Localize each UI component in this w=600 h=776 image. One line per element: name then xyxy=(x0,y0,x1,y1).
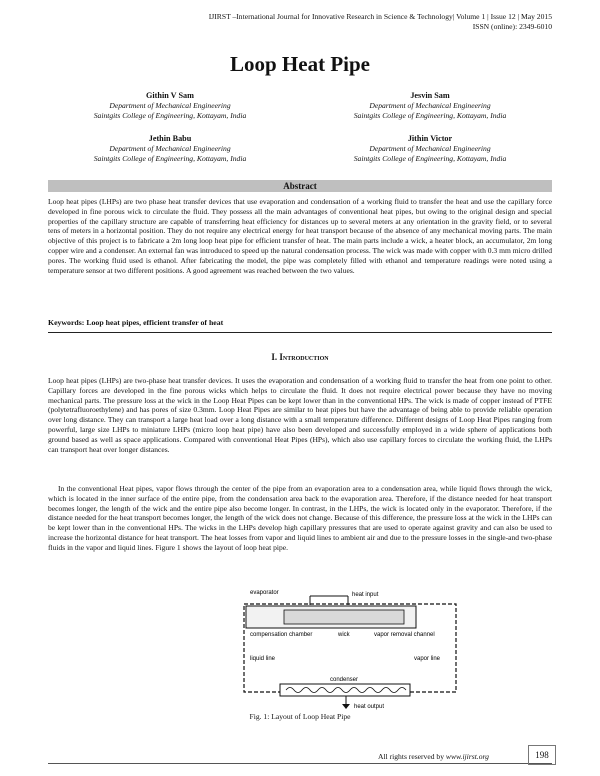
author-college: Saintgits College of Engineering, Kottayam, India xyxy=(353,111,507,121)
journal-header: IJIRST –International Journal for Innovative Research in Science & Technology| Volume 1 | Issue 12 | May 2015 xyxy=(208,12,552,21)
label-condenser: condenser xyxy=(330,677,359,683)
label-vapor-removal: vapor removal channel xyxy=(374,632,435,638)
author-name: Githin V Sam xyxy=(146,91,194,100)
author-block xyxy=(40,134,300,165)
abstract-text: Loop heat pipes (LHPs) are two phase heat transfer devices that use evaporation and condensation of a working fluid to transfer the heat and use the capillary force developed in fine porous wick to circulate the fluid. They possess all the main advantages of conventional heat pipes, but owing to the original design and special properties of the capillary structure are capable of transferring heat efficiency for distances up to several meters at any orientation in the gravity field, or to several tens of meters in a horizontal position. They do not require any electrical energy for heat transport because of the absence of any mechanical moving parts. The main objective of this project is to fabricate a 2m long loop heat pipe for efficient transfer of heat. The main parts include a wick, a heater block, an accumulator, 2m long copper wire and a condenser. An external fan was introduced to speed up the natural condensation process. The wick was made with copper with 0.3 mm micro drilled pores. The working fluid used is ethanol. After fabricating the model, the pipe was completely filled with ethanol and temperature readings were noted using a temperature sensor at two different positions. A good agreement was reached between the two values. xyxy=(48,197,552,275)
abstract-heading: Abstract xyxy=(48,180,552,192)
site-link[interactable]: www.ijirst.org xyxy=(445,752,489,761)
author-college: Saintgits College of Engineering, Kottayam, India xyxy=(93,111,247,121)
page-number: 198 xyxy=(528,745,556,765)
author-dept: Department of Mechanical Engineering xyxy=(109,101,231,111)
figure-caption: Fig. 1: Layout of Loop Heat Pipe xyxy=(249,712,351,721)
loop-heat-pipe-diagram xyxy=(48,588,552,710)
author-block xyxy=(300,134,560,165)
label-wick: wick xyxy=(338,632,350,638)
paper-title: Loop Heat Pipe xyxy=(230,52,370,76)
section-title: Introduction xyxy=(279,352,329,362)
author-dept: Department of Mechanical Engineering xyxy=(109,144,231,154)
issn-line: ISSN (online): 2349-6010 xyxy=(472,22,552,31)
keywords: Keywords: Loop heat pipes, efficient transfer of heat xyxy=(48,318,224,327)
author-name: Jethin Babu xyxy=(148,134,192,143)
label-heat-output: heat output xyxy=(354,704,385,710)
footer-rights xyxy=(378,752,489,761)
wick-shape xyxy=(284,610,404,624)
author-dept: Department of Mechanical Engineering xyxy=(369,144,491,154)
author-name: Jesvin Sam xyxy=(410,91,450,100)
divider xyxy=(48,332,552,333)
section-heading xyxy=(0,352,600,362)
author-block xyxy=(40,91,300,122)
author-dept: Department of Mechanical Engineering xyxy=(369,101,491,111)
label-heat-input: heat input xyxy=(352,592,379,598)
label-liquid-line: liquid line xyxy=(250,656,276,662)
author-name: Jithin Victor xyxy=(407,134,453,143)
author-college: Saintgits College of Engineering, Kottayam, India xyxy=(93,154,247,164)
heat-output-arrowhead xyxy=(342,704,350,709)
footer-divider xyxy=(48,763,552,764)
label-compensation-chamber: compensation chamber xyxy=(250,632,313,638)
section-number: I. xyxy=(271,352,278,362)
intro-paragraph-2: In the conventional Heat pipes, vapor flows through the center of the pipe from an evaporation area to a condensation area, while liquid flows through the wick, which is located in the inner surface of the entire pipe, from the condensation area back to the evaporation area. Therefore, if the distance needed for heat transport becomes longer, the length of the wick and the entire pipe also become longer. In contrast, in the LHPs, the wick is located only in the evaporator. Therefore, if the distance needed for the heat transport becomes longer, the length of the wick does not change. Because of this difference, the pressure loss at the wick in the LHPs can be kept lower than in the conventional HPs. The wicks in the LHPs develop high capillary pressures that are used to operate against gravity and can also be used to increase the horizontal distance for heat transport. The heat losses from vapor and liquid lines to ambient air and due to the pressure losses in the single-and two-phase fluids in the vapor and liquid lines. Figure 1 shows the layout of loop heat pipe. xyxy=(48,484,552,552)
intro-paragraph-1: Loop heat pipes (LHPs) are two-phase heat transfer devices. It uses the evaporation and condensation of a working fluid to transfer the heat from one point to other. Capillary forces are developed in the fine porous wicks which helps to circulate the fluid. It does not require electrical power because they have no moving mechanical parts. The pressure loss at the wick in the Loop Heat Pipes can be kept lower than in the conventional HPs. The wick is made of copper instead of PTFE (polytetrafluoroethylene) and has pores of size 0.3mm. Loop Heat Pipes are similar to heat pipes but have the advantage of being able to provide reliable operation over long distance. They can transport a large heat load over a long distance with a small temperature difference. Different designs of Loop Heat Pipes ranging from powerful, large size LHPs to miniature LHPs (micro loop heat pipe) have also been developed and successfully employed in a wide sphere of applications both ground based as well as space applications. Compared with conventional Heat Pipes (HPs), which also use capillary forces to circulate the working fluid, the LHPs can transport heat over longer distances. xyxy=(48,376,552,454)
label-evaporator: evaporator xyxy=(250,590,279,596)
rights-text: All rights reserved by xyxy=(378,752,445,761)
author-block xyxy=(300,91,560,122)
label-vapor-line: vapor line xyxy=(414,656,441,662)
author-college: Saintgits College of Engineering, Kottayam, India xyxy=(353,154,507,164)
